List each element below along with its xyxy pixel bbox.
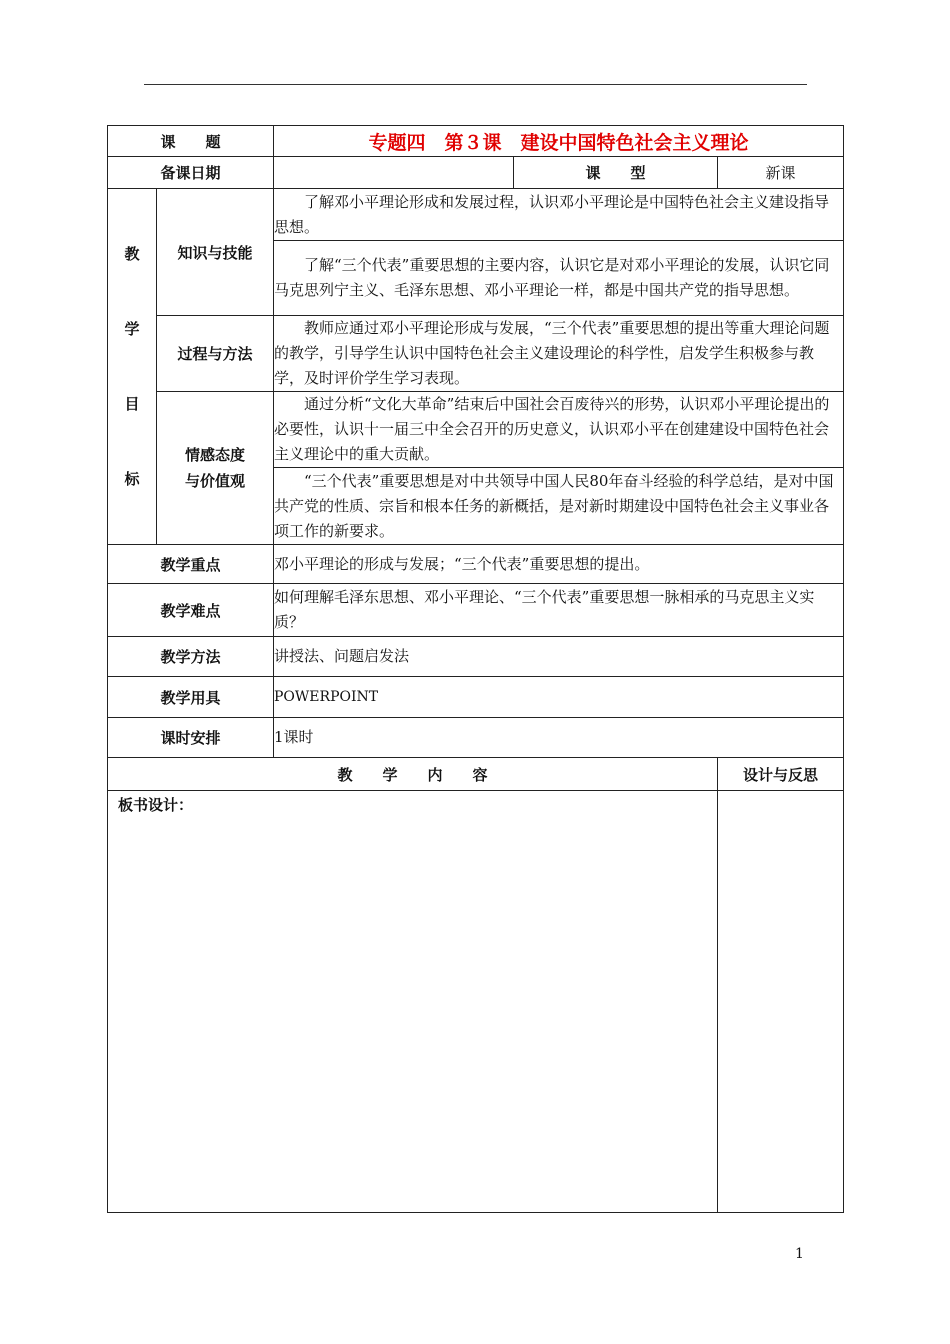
method-label: 教学方法 [108, 637, 274, 677]
knowledge-label: 知识与技能 [157, 189, 274, 316]
emotion-label [157, 392, 274, 545]
key-point-row [108, 545, 844, 584]
section-char: 标 [124, 469, 140, 488]
process-text: 教师应通过邓小平理论形成与发展，“三个代表”重要思想的提出等重大理论问题的教学，引导学生认识中国特色社会主义建设理论的科学性，启发学生积极参与教学，及时评价学生学习表现。 [274, 316, 844, 392]
date-type-row [108, 157, 844, 189]
type-value: 新课 [718, 157, 844, 189]
board-design-row [108, 791, 844, 1213]
date-value [274, 157, 514, 189]
section-char: 教 [124, 244, 140, 263]
objective-row [108, 316, 844, 392]
date-label: 备课日期 [108, 157, 274, 189]
content-header-row [108, 758, 844, 791]
reflection-cell [718, 791, 844, 1213]
emotion-label-line: 与价值观 [185, 472, 246, 490]
tools-row [108, 677, 844, 718]
board-design-label: 板书设计： [118, 796, 194, 814]
emotion-label-line: 情感态度 [185, 446, 246, 464]
difficulty-row [108, 584, 844, 637]
tools-label: 教学用具 [108, 677, 274, 718]
objective-row [108, 189, 844, 241]
method-value: 讲授法、问题启发法 [274, 637, 844, 677]
objectives-section-label [108, 189, 157, 545]
topic-row [108, 126, 844, 157]
page-number: 1 [795, 1246, 804, 1262]
difficulty-label: 教学难点 [108, 584, 274, 637]
reflection-header: 设计与反思 [718, 758, 844, 791]
topic-label: 课 题 [108, 126, 274, 157]
difficulty-value: 如何理解毛泽东思想、邓小平理论、“三个代表”重要思想一脉相承的马克思主义实质？ [274, 584, 844, 637]
schedule-row [108, 718, 844, 758]
lesson-title: 专题四 第３课 建设中国特色社会主义理论 [274, 126, 844, 157]
emotion-text-1: 通过分析“文化大革命”结束后中国社会百废待兴的形势，认识邓小平理论提出的必要性，认识十一届三中全会召开的历史意义，认识邓小平在创建建设中国特色社会主义理论中的重大贡献。 [274, 392, 844, 468]
objective-row [108, 392, 844, 468]
method-row [108, 637, 844, 677]
type-label: 课 型 [514, 157, 718, 189]
section-char: 目 [124, 394, 140, 413]
lesson-plan-table [107, 125, 844, 1213]
key-point-label: 教学重点 [108, 545, 274, 584]
knowledge-text-1: 了解邓小平理论形成和发展过程，认识邓小平理论是中国特色社会主义建设指导思想。 [274, 189, 844, 241]
schedule-label: 课时安排 [108, 718, 274, 758]
knowledge-text-2: 了解“三个代表”重要思想的主要内容，认识它是对邓小平理论的发展，认识它同马克思列宁主义、毛泽东思想、邓小平理论一样，都是中国共产党的指导思想。 [274, 241, 844, 316]
content-header: 教 学 内 容 [108, 758, 718, 791]
emotion-text-2: “三个代表”重要思想是对中共领导中国人民80年奋斗经验的科学总结，是对中国共产党的性质、宗旨和根本任务的新概括，是对新时期建设中国特色社会主义事业各项工作的新要求。 [274, 468, 844, 545]
tools-value: POWERPOINT [274, 677, 844, 718]
key-point-value: 邓小平理论的形成与发展；“三个代表”重要思想的提出。 [274, 545, 844, 584]
board-design-cell [108, 791, 718, 1213]
schedule-value: 1课时 [274, 718, 844, 758]
process-label: 过程与方法 [157, 316, 274, 392]
header-rule [144, 84, 807, 85]
section-char: 学 [124, 319, 140, 338]
